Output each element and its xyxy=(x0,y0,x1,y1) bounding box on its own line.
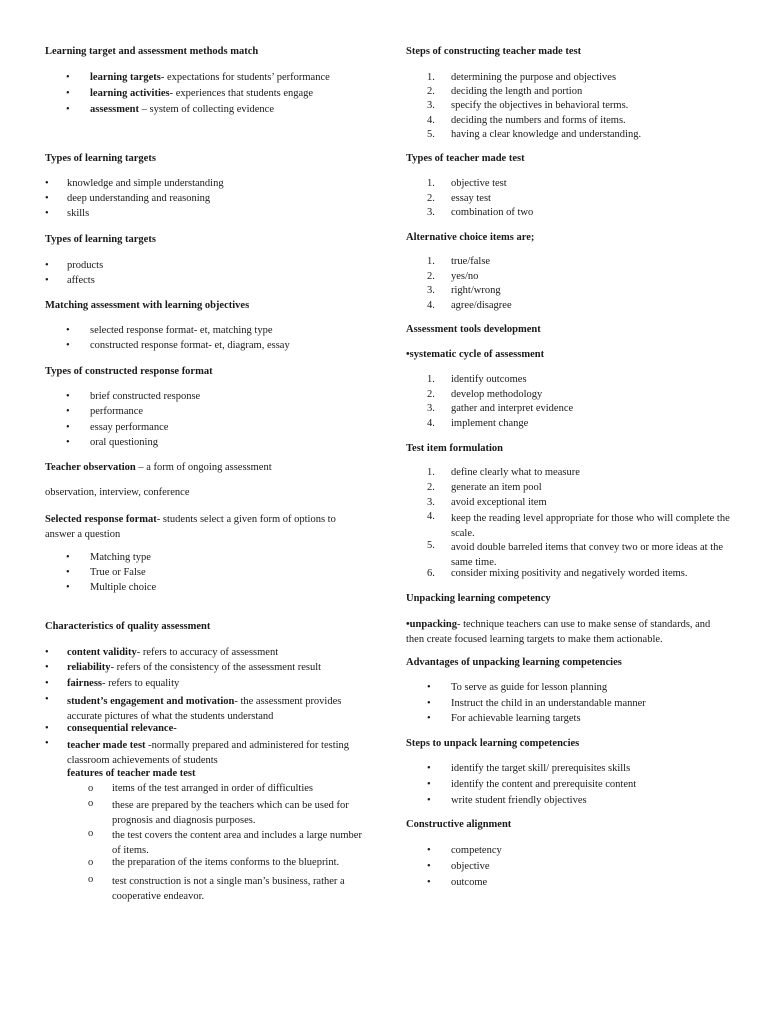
bullet: • xyxy=(66,422,70,433)
list-item: implement change xyxy=(451,418,529,429)
sub-list-item: these are prepared by the teachers which can be used for prognosis and diagnosis purposes. xyxy=(112,800,349,826)
bullet: • xyxy=(66,340,70,351)
list-item: combination of two xyxy=(451,207,534,218)
bullet: • xyxy=(66,325,70,336)
bullet: • xyxy=(427,713,431,724)
sub-list-item: items of the test arranged in order of difficulties xyxy=(112,783,313,794)
bullet: • xyxy=(66,437,70,448)
list-item: outcome xyxy=(451,877,488,888)
bullet: • xyxy=(66,104,70,115)
heading-types-learning-targets: Types of learning targets xyxy=(45,153,156,164)
circle-bullet: o xyxy=(88,828,94,839)
heading-unpacking-competency: Unpacking learning competency xyxy=(406,593,551,604)
list-item: products xyxy=(67,260,104,271)
bullet: • xyxy=(45,738,49,749)
number-marker: 2. xyxy=(427,271,435,282)
list-item: student’s engagement and motivation- the assessment provides accurate pictures of what the students understand xyxy=(67,696,342,722)
list-item: constructed response format- et, diagram, essay xyxy=(90,340,290,351)
teacher-observation-paragraph: Teacher observation – a form of ongoing assessment xyxy=(45,462,272,473)
list-item: deciding the length and portion xyxy=(451,86,583,97)
heading-types-learning-targets-2: Types of learning targets xyxy=(45,234,156,245)
list-item: consider mixing positivity and negatively worded items. xyxy=(451,568,688,579)
circle-bullet: o xyxy=(88,857,94,868)
bullet: • xyxy=(45,208,49,219)
number-marker: 1. xyxy=(427,256,435,267)
circle-bullet: o xyxy=(88,874,94,885)
number-marker: 4. xyxy=(427,300,435,311)
number-marker: 4. xyxy=(427,115,435,126)
number-marker: 4. xyxy=(427,418,435,429)
list-item: objective xyxy=(451,861,490,872)
list-item: learning activities- experiences that students engage xyxy=(90,88,314,99)
bullet: • xyxy=(66,391,70,402)
bullet: • xyxy=(427,682,431,693)
list-item: determining the purpose and objectives xyxy=(451,72,617,83)
list-item: Instruct the child in an understandable manner xyxy=(451,698,646,709)
list-item: fairness- refers to equality xyxy=(67,678,180,689)
heading-alternative-choice: Alternative choice items are; xyxy=(406,232,535,243)
heading-steps-constructing: Steps of constructing teacher made test xyxy=(406,46,582,57)
number-marker: 4. xyxy=(427,511,435,522)
sub-list-item: the test covers the content area and includes a large number of items. xyxy=(112,830,362,856)
bullet: • xyxy=(427,763,431,774)
number-marker: 1. xyxy=(427,374,435,385)
list-item: avoid exceptional item xyxy=(451,497,547,508)
unpacking-definition: •unpacking- technique teachers can use to make sense of standards, and then create focused learning targets to make them actionable. xyxy=(406,619,711,645)
list-item: To serve as guide for lesson planning xyxy=(451,682,608,693)
list-item: learning targets- expectations for students’ performance xyxy=(90,72,330,83)
list-item: skills xyxy=(67,208,90,219)
bullet: • xyxy=(45,678,49,689)
list-item: identify the content and prerequisite content xyxy=(451,779,637,790)
list-item: consequential relevance- xyxy=(67,723,177,734)
list-item: having a clear knowledge and understanding. xyxy=(451,129,642,140)
bullet: • xyxy=(66,88,70,99)
list-item: identify the target skill/ prerequisites skills xyxy=(451,763,631,774)
list-item: true/false xyxy=(451,256,491,267)
number-marker: 1. xyxy=(427,467,435,478)
number-marker: 5. xyxy=(427,129,435,140)
bullet: • xyxy=(45,178,49,189)
number-marker: 3. xyxy=(427,100,435,111)
list-item: generate an item pool xyxy=(451,482,542,493)
heading-types-teacher-test: Types of teacher made test xyxy=(406,153,525,164)
list-item: deciding the numbers and forms of items. xyxy=(451,115,626,126)
list-item: teacher made test -normally prepared and administered for testing classroom achievements of students xyxy=(67,740,350,766)
bullet: • xyxy=(427,698,431,709)
list-item: define clearly what to measure xyxy=(451,467,580,478)
list-item: oral questioning xyxy=(90,437,158,448)
bullet: • xyxy=(427,845,431,856)
number-marker: 3. xyxy=(427,285,435,296)
list-item: right/wrong xyxy=(451,285,501,296)
list-item: objective test xyxy=(451,178,507,189)
list-item: deep understanding and reasoning xyxy=(67,193,211,204)
sub-list-item: test construction is not a single man’s business, rather a cooperative endeavor. xyxy=(112,876,345,902)
number-marker: 6. xyxy=(427,568,435,579)
list-item: Multiple choice xyxy=(90,582,157,593)
bullet: • xyxy=(427,779,431,790)
heading-learning-target-match: Learning target and assessment methods match xyxy=(45,46,259,57)
list-item: brief constructed response xyxy=(90,391,201,402)
list-item: True or False xyxy=(90,567,146,578)
list-item: avoid double barreled items that convey two or more ideas at the same time. xyxy=(451,542,724,568)
bullet: • xyxy=(45,647,49,658)
heading-steps-unpack: Steps to unpack learning competencies xyxy=(406,738,580,749)
list-item: essay test xyxy=(451,193,491,204)
subheading-systematic-cycle: •systematic cycle of assessment xyxy=(406,349,545,360)
list-item: agree/disagree xyxy=(451,300,512,311)
list-item: essay performance xyxy=(90,422,169,433)
bullet: • xyxy=(45,260,49,271)
list-item: develop methodology xyxy=(451,389,543,400)
heading-constructive-alignment: Constructive alignment xyxy=(406,819,512,830)
list-item: knowledge and simple understanding xyxy=(67,178,224,189)
number-marker: 3. xyxy=(427,403,435,414)
number-marker: 2. xyxy=(427,86,435,97)
bullet: • xyxy=(66,72,70,83)
list-item: competency xyxy=(451,845,502,856)
bullet: • xyxy=(66,406,70,417)
list-item: identify outcomes xyxy=(451,374,527,385)
number-marker: 1. xyxy=(427,72,435,83)
bullet: • xyxy=(45,193,49,204)
selected-response-paragraph: Selected response format- students select a given form of options to answer a question xyxy=(45,514,336,540)
bullet: • xyxy=(45,275,49,286)
list-item: Matching type xyxy=(90,552,151,563)
sub-list-item: the preparation of the items conforms to the blueprint. xyxy=(112,857,340,868)
bullet: • xyxy=(66,552,70,563)
number-marker: 5. xyxy=(427,540,435,551)
list-item: reliability- refers of the consistency of the assessment result xyxy=(67,662,322,673)
number-marker: 2. xyxy=(427,389,435,400)
list-item: gather and interpret evidence xyxy=(451,403,574,414)
number-marker: 3. xyxy=(427,207,435,218)
list-item: selected response format- et, matching type xyxy=(90,325,273,336)
number-marker: 2. xyxy=(427,482,435,493)
bullet: • xyxy=(427,861,431,872)
bullet: • xyxy=(45,694,49,705)
heading-test-item-formulation: Test item formulation xyxy=(406,443,504,454)
heading-quality-assessment: Characteristics of quality assessment xyxy=(45,621,211,632)
circle-bullet: o xyxy=(88,798,94,809)
bullet: • xyxy=(427,795,431,806)
circle-bullet: o xyxy=(88,783,94,794)
heading-assessment-tools: Assessment tools development xyxy=(406,324,541,335)
heading-matching-assessment: Matching assessment with learning objectives xyxy=(45,300,250,311)
number-marker: 1. xyxy=(427,178,435,189)
features-subheading: features of teacher made test xyxy=(67,768,196,779)
list-item: write student friendly objectives xyxy=(451,795,587,806)
list-item: For achievable learning targets xyxy=(451,713,581,724)
heading-constructed-response: Types of constructed response format xyxy=(45,366,213,377)
number-marker: 2. xyxy=(427,193,435,204)
heading-advantages-unpacking: Advantages of unpacking learning competencies xyxy=(406,657,622,668)
bullet: • xyxy=(66,567,70,578)
bullet: • xyxy=(66,582,70,593)
list-item: performance xyxy=(90,406,144,417)
list-item: affects xyxy=(67,275,95,286)
list-item: content validity- refers to accuracy of assessment xyxy=(67,647,279,658)
list-item: specify the objectives in behavioral terms. xyxy=(451,100,629,111)
observation-methods-line: observation, interview, conference xyxy=(45,487,190,498)
list-item: keep the reading level appropriate for those who will complete the scale. xyxy=(451,513,730,539)
bullet: • xyxy=(45,723,49,734)
bullet: • xyxy=(427,877,431,888)
list-item: yes/no xyxy=(451,271,479,282)
bullet: • xyxy=(45,662,49,673)
number-marker: 3. xyxy=(427,497,435,508)
list-item: assessment – system of collecting evidence xyxy=(90,104,274,115)
